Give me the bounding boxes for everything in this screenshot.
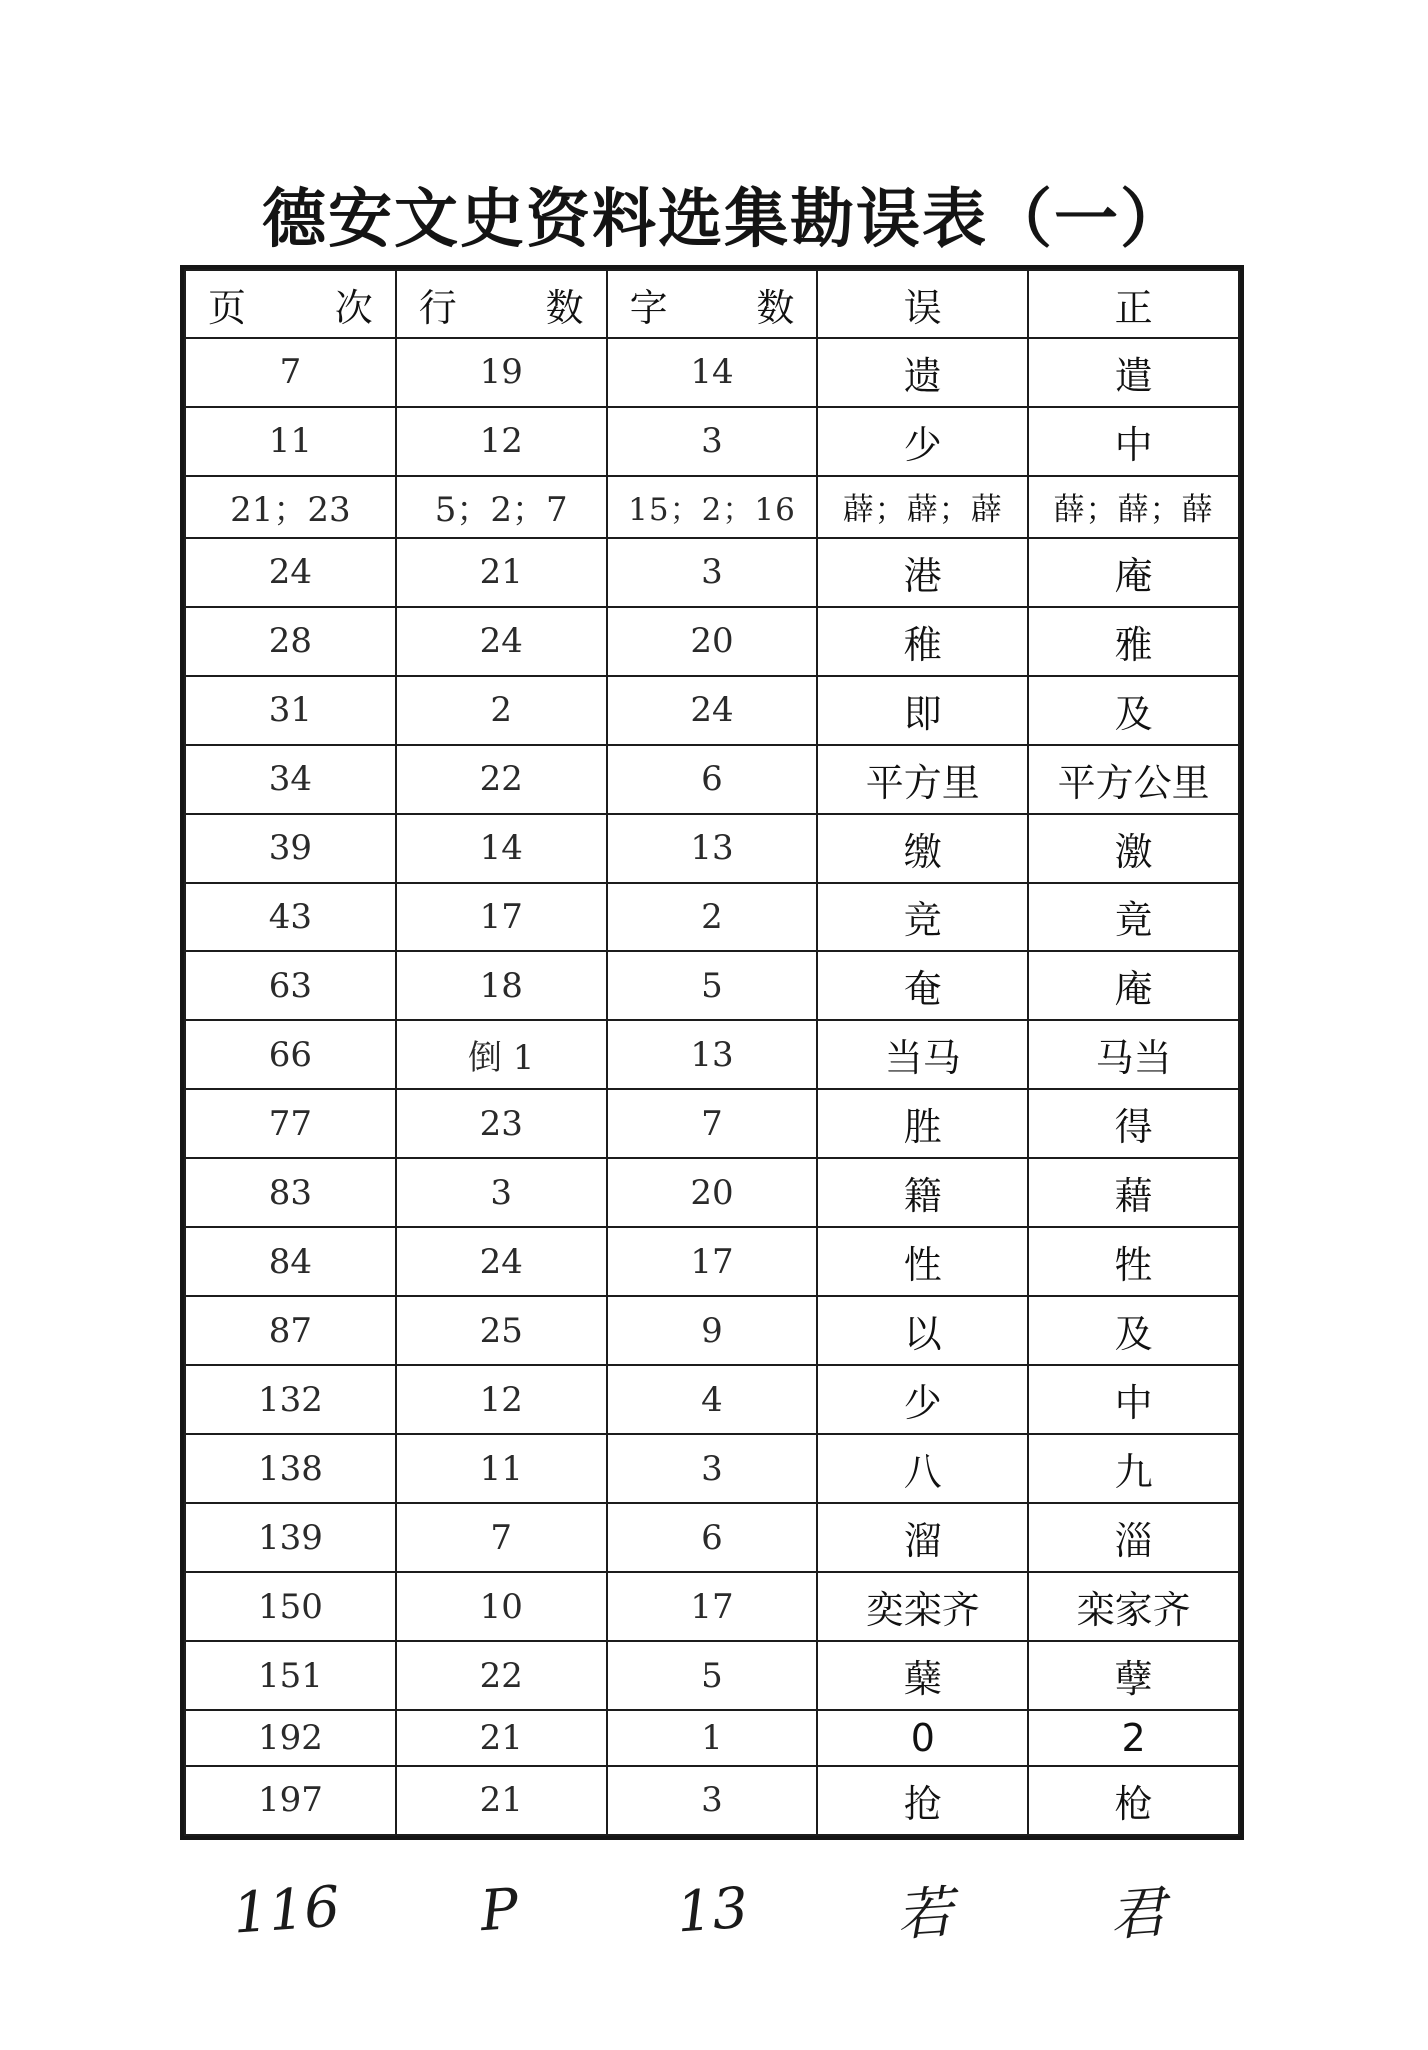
wrong-cell: 稚 — [817, 607, 1028, 676]
correct-cell: 及 — [1028, 1296, 1239, 1365]
char-cell: 6 — [607, 1503, 818, 1572]
page-cell: 7 — [185, 338, 396, 407]
header-page: 页 次 — [185, 270, 396, 338]
correct-cell: 平方公里 — [1028, 745, 1239, 814]
line-cell: 14 — [396, 814, 607, 883]
correct-cell: 2 — [1028, 1710, 1239, 1766]
table-row — [185, 1503, 1239, 1572]
wrong-cell: 奄 — [817, 951, 1028, 1020]
handwritten-page: 116 — [230, 1873, 342, 1947]
char-cell: 3 — [607, 1434, 818, 1503]
table-row — [185, 407, 1239, 476]
correct-cell: 雅 — [1028, 607, 1239, 676]
correct-cell: 庵 — [1028, 951, 1239, 1020]
char-cell: 3 — [607, 1766, 818, 1835]
char-cell: 9 — [607, 1296, 818, 1365]
table-row — [185, 607, 1239, 676]
wrong-cell: 港 — [817, 538, 1028, 607]
correct-cell: 牲 — [1028, 1227, 1239, 1296]
wrong-cell: 胜 — [817, 1089, 1028, 1158]
char-cell: 17 — [607, 1572, 818, 1641]
line-cell: 3 — [396, 1158, 607, 1227]
table-row — [185, 1227, 1239, 1296]
correct-cell: 淄 — [1028, 1503, 1239, 1572]
wrong-cell: 即 — [817, 676, 1028, 745]
page-cell: 21；23 — [185, 476, 396, 538]
wrong-cell: 八 — [817, 1434, 1028, 1503]
line-cell: 22 — [396, 745, 607, 814]
line-cell: 12 — [396, 1365, 607, 1434]
header-wrong: 误 — [817, 270, 1028, 338]
line-cell: 21 — [396, 1766, 607, 1835]
char-cell: 20 — [607, 1158, 818, 1227]
char-cell: 17 — [607, 1227, 818, 1296]
page-cell: 192 — [185, 1710, 396, 1766]
table-row — [185, 1158, 1239, 1227]
table-row — [185, 1572, 1239, 1641]
page-cell: 151 — [185, 1641, 396, 1710]
page-cell: 34 — [185, 745, 396, 814]
page-cell: 66 — [185, 1020, 396, 1089]
handwritten-correct: 君 — [1107, 1880, 1169, 1949]
correct-cell: 遣 — [1028, 338, 1239, 407]
correct-cell: 中 — [1028, 407, 1239, 476]
correct-cell: 薛；薛；薛 — [1028, 476, 1239, 538]
line-cell: 倒 1 — [396, 1020, 607, 1089]
wrong-cell: 抢 — [817, 1766, 1028, 1835]
char-cell: 3 — [607, 538, 818, 607]
page-cell: 77 — [185, 1089, 396, 1158]
wrong-cell: 籍 — [817, 1158, 1028, 1227]
line-cell: 21 — [396, 1710, 607, 1766]
correct-cell: 得 — [1028, 1089, 1239, 1158]
wrong-cell: 薜；薜；薜 — [817, 476, 1028, 538]
table-row — [185, 338, 1239, 407]
char-cell: 7 — [607, 1089, 818, 1158]
wrong-cell: 性 — [817, 1227, 1028, 1296]
table-row — [185, 1710, 1239, 1766]
correct-cell: 枪 — [1028, 1766, 1239, 1835]
page-cell: 132 — [185, 1365, 396, 1434]
line-cell: 11 — [396, 1434, 607, 1503]
wrong-cell: 0 — [817, 1710, 1028, 1766]
page-cell: 39 — [185, 814, 396, 883]
correct-cell: 激 — [1028, 814, 1239, 883]
char-cell: 3 — [607, 407, 818, 476]
char-cell: 14 — [607, 338, 818, 407]
page-cell: 138 — [185, 1434, 396, 1503]
page-cell: 150 — [185, 1572, 396, 1641]
correct-cell: 孽 — [1028, 1641, 1239, 1710]
table-row — [185, 1641, 1239, 1710]
handwritten-char: 13 — [674, 1875, 750, 1945]
line-cell: 19 — [396, 338, 607, 407]
wrong-cell: 以 — [817, 1296, 1028, 1365]
header-line: 行 数 — [396, 270, 607, 338]
correct-cell: 藉 — [1028, 1158, 1239, 1227]
table-row — [185, 1766, 1239, 1835]
line-cell: 5；2；7 — [396, 476, 607, 538]
handwritten-wrong: 若 — [894, 1880, 956, 1949]
page-cell: 24 — [185, 538, 396, 607]
line-cell: 7 — [396, 1503, 607, 1572]
char-cell: 5 — [607, 1641, 818, 1710]
table-row — [185, 745, 1239, 814]
correct-cell: 马当 — [1028, 1020, 1239, 1089]
page-cell: 139 — [185, 1503, 396, 1572]
correct-cell: 中 — [1028, 1365, 1239, 1434]
wrong-cell: 蘖 — [817, 1641, 1028, 1710]
page-cell: 63 — [185, 951, 396, 1020]
correct-cell: 庵 — [1028, 538, 1239, 607]
table-row — [185, 1020, 1239, 1089]
page-cell: 83 — [185, 1158, 396, 1227]
table-row — [185, 1296, 1239, 1365]
table-row — [185, 676, 1239, 745]
line-cell: 18 — [396, 951, 607, 1020]
table-row — [185, 1365, 1239, 1434]
wrong-cell: 平方里 — [817, 745, 1028, 814]
wrong-cell: 奕栾齐 — [817, 1572, 1028, 1641]
char-cell: 15；2；16 — [607, 476, 818, 538]
page-cell: 43 — [185, 883, 396, 952]
wrong-cell: 竞 — [817, 883, 1028, 952]
line-cell: 10 — [396, 1572, 607, 1641]
char-cell: 13 — [607, 814, 818, 883]
page-cell: 31 — [185, 676, 396, 745]
table-row — [185, 1434, 1239, 1503]
char-cell: 20 — [607, 607, 818, 676]
char-cell: 1 — [607, 1710, 818, 1766]
page-title: 德安文史资料选集勘误表（一） — [262, 183, 1186, 257]
wrong-cell: 缴 — [817, 814, 1028, 883]
line-cell: 2 — [396, 676, 607, 745]
line-cell: 21 — [396, 538, 607, 607]
line-cell: 22 — [396, 1641, 607, 1710]
wrong-cell: 溜 — [817, 1503, 1028, 1572]
char-cell: 2 — [607, 883, 818, 952]
table-row — [185, 1089, 1239, 1158]
correct-cell: 栾家齐 — [1028, 1572, 1239, 1641]
char-cell: 24 — [607, 676, 818, 745]
errata-table-frame — [180, 265, 1244, 1840]
wrong-cell: 少 — [817, 407, 1028, 476]
table-row — [185, 951, 1239, 1020]
char-cell: 5 — [607, 951, 818, 1020]
char-cell: 6 — [607, 745, 818, 814]
table-row — [185, 476, 1239, 538]
correct-cell: 九 — [1028, 1434, 1239, 1503]
table-row — [185, 538, 1239, 607]
correct-cell: 竟 — [1028, 883, 1239, 952]
correct-cell: 及 — [1028, 676, 1239, 745]
line-cell: 12 — [396, 407, 607, 476]
page-cell: 197 — [185, 1766, 396, 1835]
wrong-cell: 少 — [817, 1365, 1028, 1434]
page-cell: 28 — [185, 607, 396, 676]
line-cell: 24 — [396, 607, 607, 676]
wrong-cell: 遗 — [817, 338, 1028, 407]
line-cell: 25 — [396, 1296, 607, 1365]
header-row — [185, 270, 1239, 338]
page-cell: 84 — [185, 1227, 396, 1296]
page-cell: 87 — [185, 1296, 396, 1365]
line-cell: 17 — [396, 883, 607, 952]
header-correct: 正 — [1028, 270, 1239, 338]
line-cell: 24 — [396, 1227, 607, 1296]
table-row — [185, 883, 1239, 952]
handwritten-correction-row — [180, 1855, 1244, 1965]
table-row — [185, 814, 1239, 883]
handwritten-line: P — [478, 1876, 521, 1944]
line-cell: 23 — [396, 1089, 607, 1158]
char-cell: 13 — [607, 1020, 818, 1089]
wrong-cell: 当马 — [817, 1020, 1028, 1089]
char-cell: 4 — [607, 1365, 818, 1434]
errata-table — [184, 269, 1240, 1836]
page-cell: 11 — [185, 407, 396, 476]
header-char: 字 数 — [607, 270, 818, 338]
